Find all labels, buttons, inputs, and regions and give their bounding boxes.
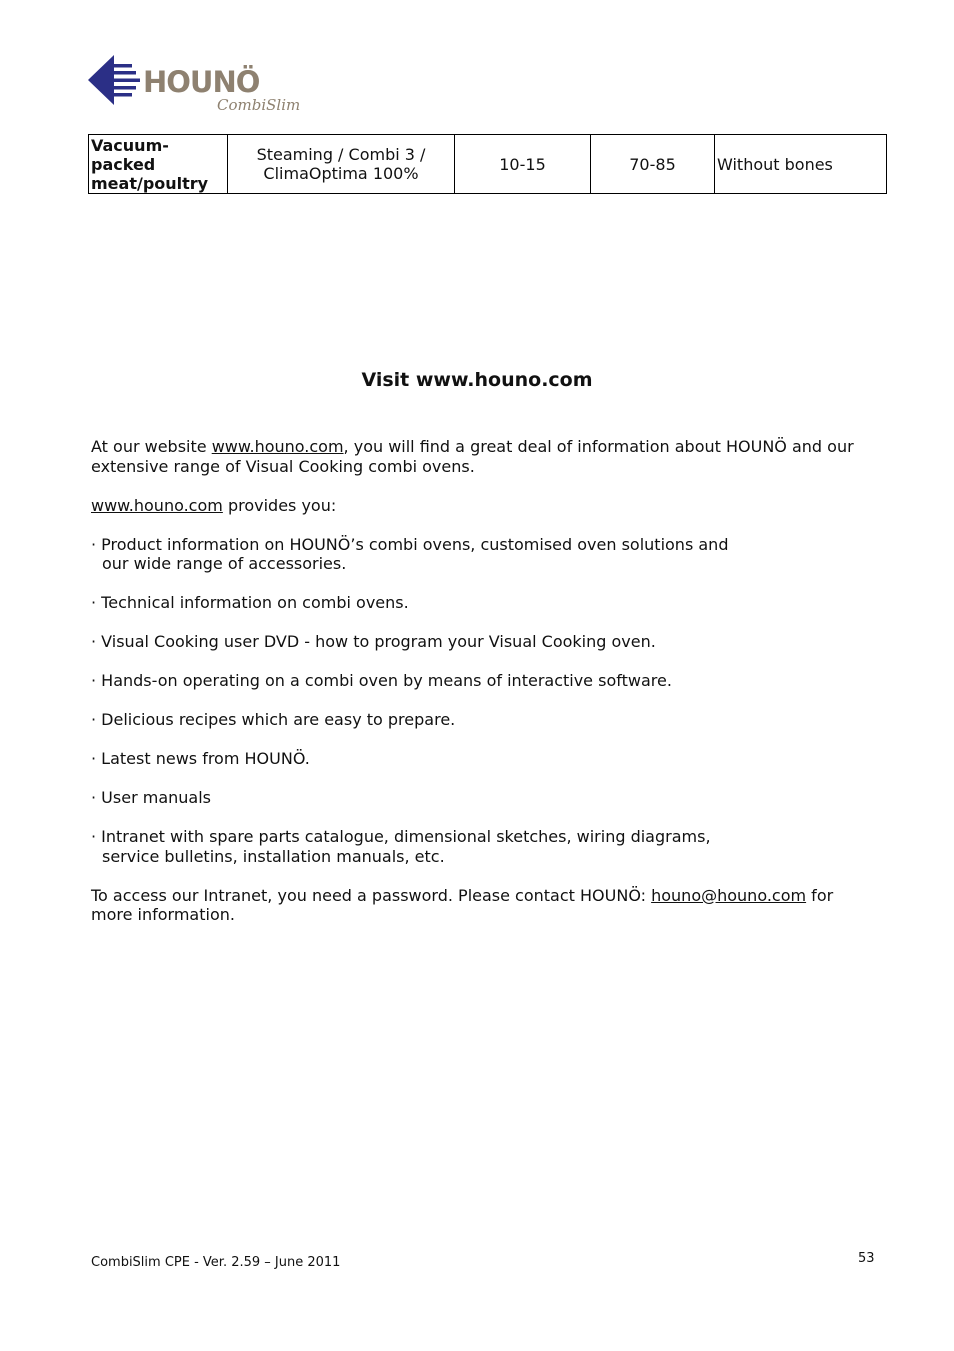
- email-link[interactable]: houno@houno.com: [651, 885, 807, 905]
- closing-paragraph: To access our Intranet, you need a password. Please contact HOUNÖ: houno@houno.com for more information.: [91, 885, 834, 924]
- bullet-item: · Technical information on combi ovens.: [91, 593, 409, 612]
- time-cell: 10-15: [455, 135, 591, 194]
- bullet-item: · Intranet with spare parts catalogue, dimensional sketches, wiring diagrams, service bulletins, installation manuals, etc.: [91, 827, 711, 866]
- mode-cell: Steaming / Combi 3 / ClimaOptima 100%: [228, 135, 455, 194]
- cooking-table: [88, 134, 887, 194]
- website-link[interactable]: www.houno.com: [211, 437, 344, 456]
- body-text: [91, 437, 871, 944]
- bullet-item: · Hands-on operating on a combi oven by means of interactive software.: [91, 671, 672, 690]
- logo-wordmark: HOUNÖ: [143, 65, 260, 99]
- bullet-item: · Delicious recipes which are easy to prepare.: [91, 710, 456, 729]
- table-row: [89, 135, 887, 194]
- temperature-cell: 70-85: [591, 135, 715, 194]
- bullet-item: · User manuals: [91, 788, 211, 807]
- provides-paragraph: www.houno.com provides you:: [91, 495, 337, 515]
- bullet-item: · Product information on HOUNÖ’s combi ovens, customised oven solutions and our wide range of accessories.: [91, 534, 729, 573]
- houno-combislim-logo: [88, 52, 303, 114]
- page-number: 53: [858, 1251, 875, 1266]
- bullet-item: · Latest news from HOUNÖ.: [91, 749, 310, 768]
- intro-paragraph: At our website www.houno.com, you will find a great deal of information about HOUNÖ and our extensive range of Visual Cooking combi ovens.: [91, 437, 854, 476]
- bullet-item: · Visual Cooking user DVD - how to program your Visual Cooking oven.: [91, 632, 656, 651]
- food-cell: Vacuum-packed meat/poultry: [89, 135, 228, 194]
- website-link-2[interactable]: www.houno.com: [91, 495, 223, 515]
- logo-product-name: CombiSlim: [217, 96, 301, 114]
- note-cell: Without bones: [715, 135, 887, 194]
- footer-version: CombiSlim CPE - Ver. 2.59 – June 2011: [91, 1255, 341, 1270]
- section-heading: Visit www.houno.com: [361, 369, 593, 391]
